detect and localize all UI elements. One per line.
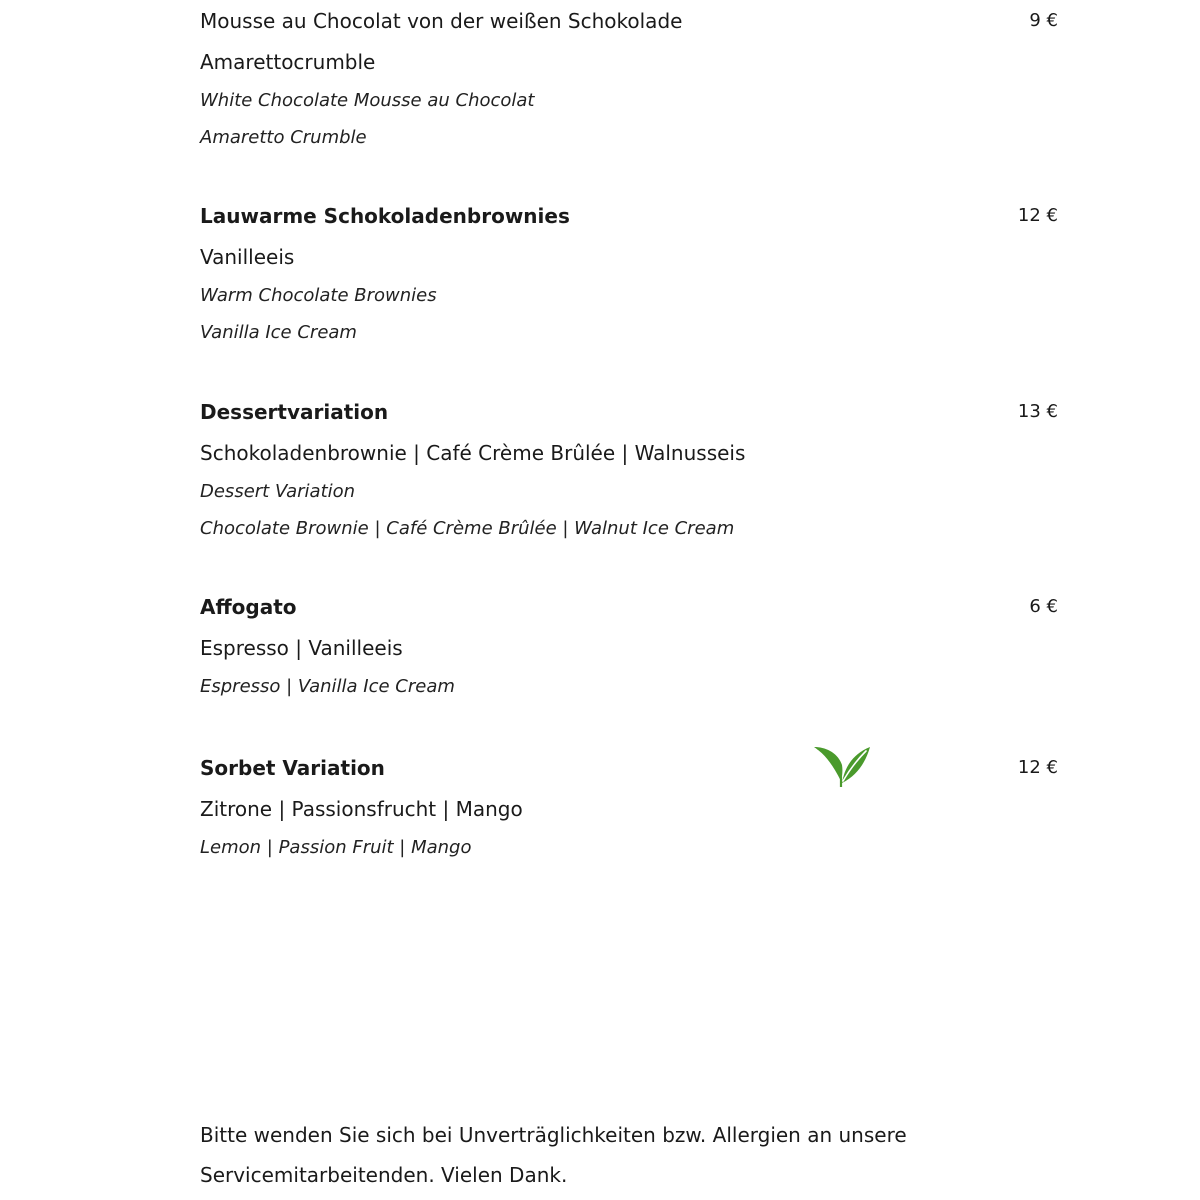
item-description-en: Lemon | Passion Fruit | Mango xyxy=(200,837,472,858)
menu-item-sorbet xyxy=(200,756,1060,859)
item-description-de: Zitrone | Passionsfrucht | Mango xyxy=(200,797,523,821)
item-description-en: Amaretto Crumble xyxy=(200,127,367,148)
allergy-note xyxy=(200,1115,1060,1195)
item-title: Dessertvariation xyxy=(200,400,389,424)
menu-item-dessertvariation xyxy=(200,400,1060,540)
item-description-de: Vanilleeis xyxy=(200,245,295,269)
item-description-en: Chocolate Brownie | Café Crème Brûlée | Walnut Ice Cream xyxy=(200,518,735,539)
item-price: 6 € xyxy=(1029,596,1058,617)
menu-item-affogato xyxy=(200,595,1060,698)
item-price: 13 € xyxy=(1017,401,1058,422)
item-description-de: Mousse au Chocolat von der weißen Schokolade xyxy=(200,9,683,33)
menu-item-brownies xyxy=(200,204,1060,344)
item-name-en: Warm Chocolate Brownies xyxy=(200,285,437,306)
menu-item-mousse xyxy=(200,9,1060,149)
item-name-en: White Chocolate Mousse au Chocolat xyxy=(200,90,535,111)
item-description-en: Espresso | Vanilla Ice Cream xyxy=(200,676,455,697)
allergy-note-line-1: Bitte wenden Sie sich bei Unverträglichkeiten bzw. Allergien an unsere xyxy=(200,1123,907,1147)
item-price: 12 € xyxy=(1017,205,1058,226)
item-name-en: Dessert Variation xyxy=(200,481,356,502)
item-price: 12 € xyxy=(1017,757,1058,778)
item-description-de: Espresso | Vanilleeis xyxy=(200,636,403,660)
allergy-note-line-2: Servicemitarbeitenden. Vielen Dank. xyxy=(200,1163,568,1187)
item-price: 9 € xyxy=(1029,10,1058,31)
item-title: Lauwarme Schokoladenbrownies xyxy=(200,204,570,228)
item-title: Sorbet Variation xyxy=(200,756,385,780)
item-description-de-2: Amarettocrumble xyxy=(200,50,376,74)
vegan-leaf-icon xyxy=(812,743,872,787)
item-description-de: Schokoladenbrownie | Café Crème Brûlée | Walnusseis xyxy=(200,441,746,465)
item-title: Affogato xyxy=(200,595,297,619)
item-description-en: Vanilla Ice Cream xyxy=(200,322,357,343)
